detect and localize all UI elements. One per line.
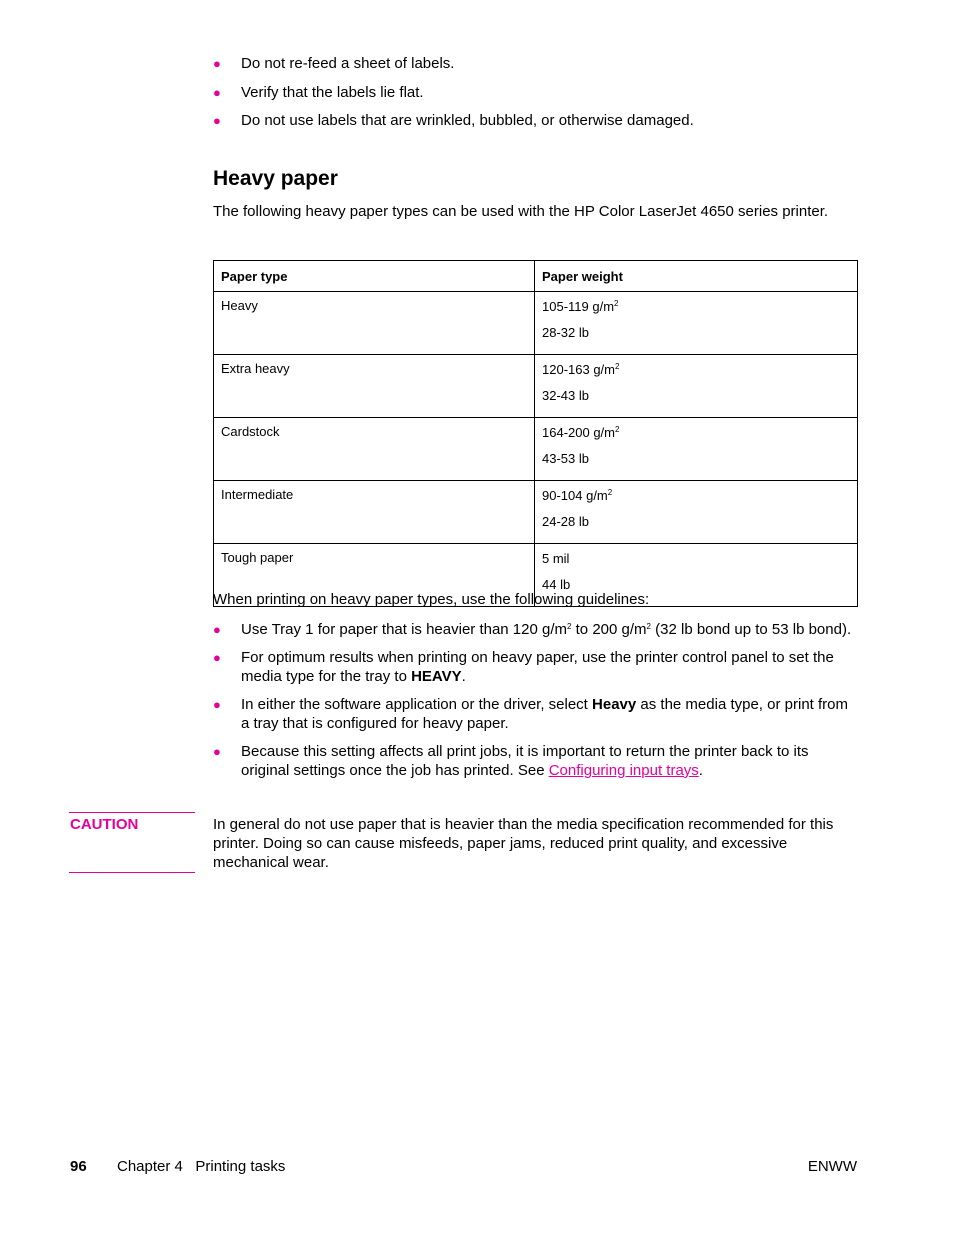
paper-weight-cell <box>535 481 858 544</box>
footer-chapter: Chapter 4 Printing tasks <box>117 1158 286 1175</box>
section-heading: Heavy paper <box>213 167 338 190</box>
bullet-icon: ● <box>213 84 221 100</box>
table-row <box>214 418 858 481</box>
weight-metric: 164-200 $g/m^2$ <box>542 425 620 440</box>
bullet-icon: ● <box>213 622 221 637</box>
page-number: 96 <box>70 1158 87 1175</box>
bullet-icon: ● <box>213 697 221 712</box>
bullet-icon: ● <box>213 56 221 71</box>
list-item <box>213 54 853 73</box>
bullet-icon: ● <box>213 650 221 665</box>
weight-metric: 5 mil <box>542 551 570 566</box>
weight-metric: 90-104 $g/m^2$ <box>542 488 613 503</box>
bullet-icon: ● <box>213 744 221 759</box>
paper-weight-cell <box>535 292 858 355</box>
table-row <box>214 355 858 418</box>
paper-type-cell: Cardstock <box>214 418 535 481</box>
caution-text: In general do not use paper that is heavier than the media specification recommended for this printer. Doing so can cause misfeeds, paper jams, reduced print quality, and excessive mechanical wear. <box>213 816 834 871</box>
intro-paragraph: The following heavy paper types can be used with the HP Color LaserJet 4650 series printer. <box>213 203 829 220</box>
list-item-text: Verify that the labels lie flat. <box>241 83 424 101</box>
weight-metric: 105-119 $g/m^2$ <box>542 299 619 314</box>
weight-imperial: 43-53 lb <box>542 451 589 466</box>
weight-imperial: 28-32 lb <box>542 325 589 340</box>
paper-weight-table <box>213 260 858 607</box>
list-item-text: Do not use labels that are wrinkled, bubbled, or otherwise damaged. <box>241 112 694 129</box>
table-header-row <box>214 261 858 292</box>
weight-metric: 120-163 $g/m^2$ <box>542 362 620 377</box>
list-item: ● In either the software application or the driver, select Heavy as the media type, or print from a tray that is configured for heavy paper. <box>213 696 848 732</box>
list-item <box>213 111 853 130</box>
paper-type-cell: Heavy <box>214 292 535 355</box>
paper-weight-cell <box>535 355 858 418</box>
paper-weight-cell <box>535 418 858 481</box>
guidelines-list <box>213 620 853 789</box>
caution-label: CAUTION <box>70 816 139 833</box>
guidelines-intro: When printing on heavy paper types, use the following guidelines: <box>213 591 650 608</box>
column-header-paper-type: Paper type <box>214 261 535 292</box>
bullet-icon: ● <box>213 113 221 128</box>
caution-bottom-rule <box>69 872 195 873</box>
column-header-paper-weight: Paper weight <box>535 261 858 292</box>
label-tips-list <box>213 54 853 140</box>
footer-enww: ENWW <box>807 1158 857 1175</box>
table-row <box>214 481 858 544</box>
weight-imperial: 24-28 lb <box>542 514 589 529</box>
list-item: ● For optimum results when printing on heavy paper, use the printer control panel to set the media type for the tray to HEAVY. <box>213 649 834 685</box>
paper-type-cell: Extra heavy <box>214 355 535 418</box>
list-item-text: Do not re-feed a sheet of labels. <box>241 55 455 72</box>
list-item: ● Use Tray 1 for paper that is heavier than 120 $g/m^2$ to 200 $g/m^2$ (32 lb bond up to 53 lb bond). <box>213 621 852 638</box>
paper-type-cell: Tough paper <box>214 544 535 607</box>
list-item: ● Because this setting affects all print jobs, it is important to return the printer back to its original settings once the job has printed. See Configuring input trays. <box>213 743 809 779</box>
table-row <box>214 292 858 355</box>
configuring-input-trays-link[interactable]: Configuring input trays <box>548 762 699 779</box>
weight-imperial: 32-43 lb <box>542 388 589 403</box>
list-item <box>213 83 853 102</box>
weight-imperial: 44 lb <box>542 577 571 592</box>
caution-top-rule <box>69 812 195 813</box>
paper-type-cell: Intermediate <box>214 481 535 544</box>
